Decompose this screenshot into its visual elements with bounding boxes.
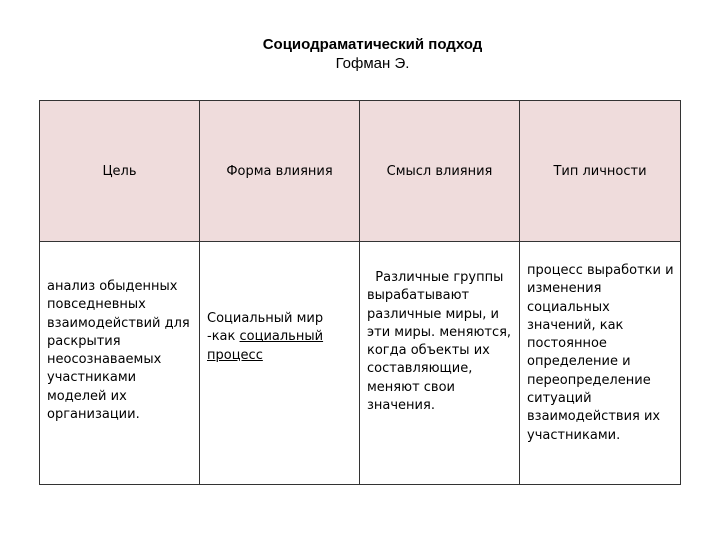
column-header-goal: Цель: [40, 101, 200, 242]
approach-table: [39, 100, 681, 485]
cell-meaning: [360, 242, 520, 485]
column-header-meaning: Смысл влияния: [360, 101, 520, 242]
column-header-form: Форма влияния: [200, 101, 360, 242]
slide-subtitle: Гофман Э.: [335, 55, 410, 72]
cell-personality: [520, 242, 681, 485]
table-header-row: [40, 101, 681, 242]
column-header-personality: Тип личности: [520, 101, 681, 242]
personality-text: процесс выработки и изменения социальных значений, как постоянное определение и переопределение ситуаций взаимодействия их участниками.: [527, 263, 674, 443]
form-text: [200, 242, 359, 365]
cell-form: [200, 242, 360, 485]
slide-title: Социодраматический подход: [262, 36, 483, 53]
form-underlined-term: социальный процесс: [207, 329, 324, 363]
goal-text: анализ обыденных повседневных взаимодействий для раскрытия неосознаваемых участниками моделей их организации.: [47, 279, 190, 423]
table-row: [40, 242, 681, 485]
cell-goal: [40, 242, 200, 485]
form-prefix: Социальный мир -как: [207, 311, 324, 345]
meaning-text: Различные группы вырабатывают различные миры, и эти миры. меняются, когда объекты их составляющие, меняют свои значения.: [367, 270, 516, 414]
